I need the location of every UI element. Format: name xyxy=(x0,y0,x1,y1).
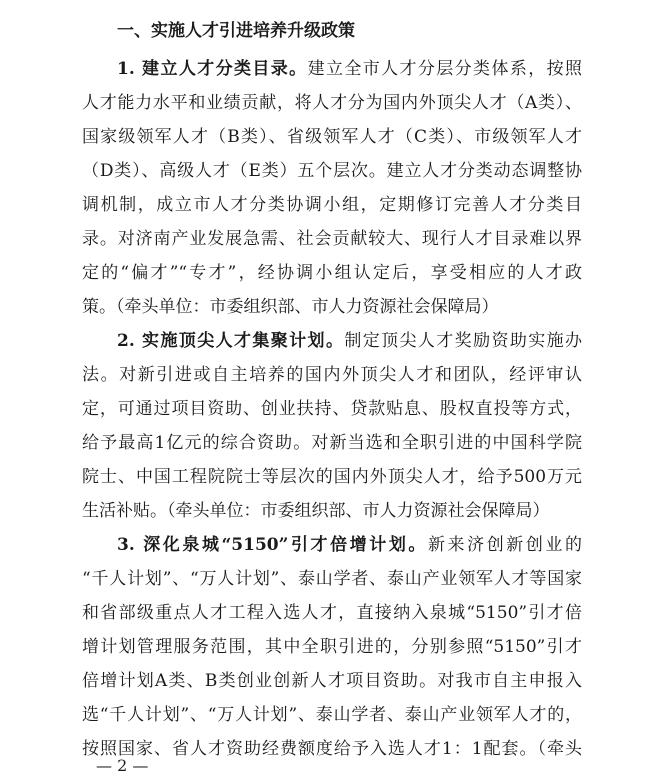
paragraph-1-line-1 xyxy=(117,52,582,86)
paragraph-line: 按照国家、省人才资助经费额度给予入选人才1：1配套。（牵头 xyxy=(82,739,582,759)
paragraph-line: 给予最高1亿元的综合资助。对新当选和全职引进的中国科学院 xyxy=(82,433,582,453)
paragraph-line: 录。对济南产业发展急需、社会贡献较大、现行人才目录难以界 xyxy=(82,229,582,249)
paragraph-line: 人才能力水平和业绩贡献，将人才分为国内外顶尖人才（A类）、 xyxy=(82,93,582,113)
paragraph-line: 法。对新引进或自主培养的国内外顶尖人才和团队，经评审认 xyxy=(82,365,582,385)
paragraph-line: 院士、中国工程院院士等层次的国内外顶尖人才，给予500万元 xyxy=(82,467,582,487)
paragraph-line: 定，可通过项目资助、创业扶持、贷款贴息、股权直投等方式， xyxy=(82,399,582,419)
paragraph-2-line-1 xyxy=(117,324,582,358)
paragraph-line: 增计划管理服务范围，其中全职引进的，分别参照“5150”引才 xyxy=(82,637,582,657)
paragraph-line: 生活补贴。（牵头单位：市委组织部、市人力资源社会保障局） xyxy=(82,501,550,521)
paragraph-1-text: 建立全市人才分层分类体系，按照 xyxy=(307,59,582,79)
paragraph-1-lead: 1. 建立人才分类目录。 xyxy=(117,59,308,79)
paragraph-line: “千人计划”、“万人计划”、泰山学者、泰山产业领军人才等国家 xyxy=(82,569,582,589)
paragraph-2-lead: 2. 实施顶尖人才集聚计划。 xyxy=(117,331,345,351)
paragraph-2-text: 制定顶尖人才奖励资助实施办 xyxy=(344,331,582,351)
paragraph-line: 选“千人计划”、“万人计划”、泰山学者、泰山产业领军人才的， xyxy=(82,705,582,725)
paragraph-3-line-1 xyxy=(117,528,582,562)
page-number: — 2 — xyxy=(96,756,149,775)
paragraph-line: 国家级领军人才（B类）、省级领军人才（C类）、市级领军人才 xyxy=(82,127,582,147)
paragraph-3-lead: 3. 深化泉城“5150”引才倍增计划。 xyxy=(117,535,428,555)
paragraph-line: 策。（牵头单位：市委组织部、市人力资源社会保障局） xyxy=(82,297,499,317)
paragraph-line: 调机制，成立市人才分类协调小组，定期修订完善人才分类目 xyxy=(82,195,582,215)
paragraph-line: （D类）、高级人才（E类）五个层次。建立人才分类动态调整协 xyxy=(82,161,582,181)
paragraph-line: 和省部级重点人才工程入选人才，直接纳入泉城“5150”引才倍 xyxy=(82,603,582,623)
paragraph-line: 倍增计划A类、B类创业创新人才项目资助。对我市自主申报入 xyxy=(82,671,582,691)
paragraph-3-text: 新来济创新创业的 xyxy=(427,535,582,555)
section-title: 一、实施人才引进培养升级政策 xyxy=(117,21,355,41)
paragraph-line: 定的“偏才”“专才”，经协调小组认定后，享受相应的人才政 xyxy=(82,263,582,283)
